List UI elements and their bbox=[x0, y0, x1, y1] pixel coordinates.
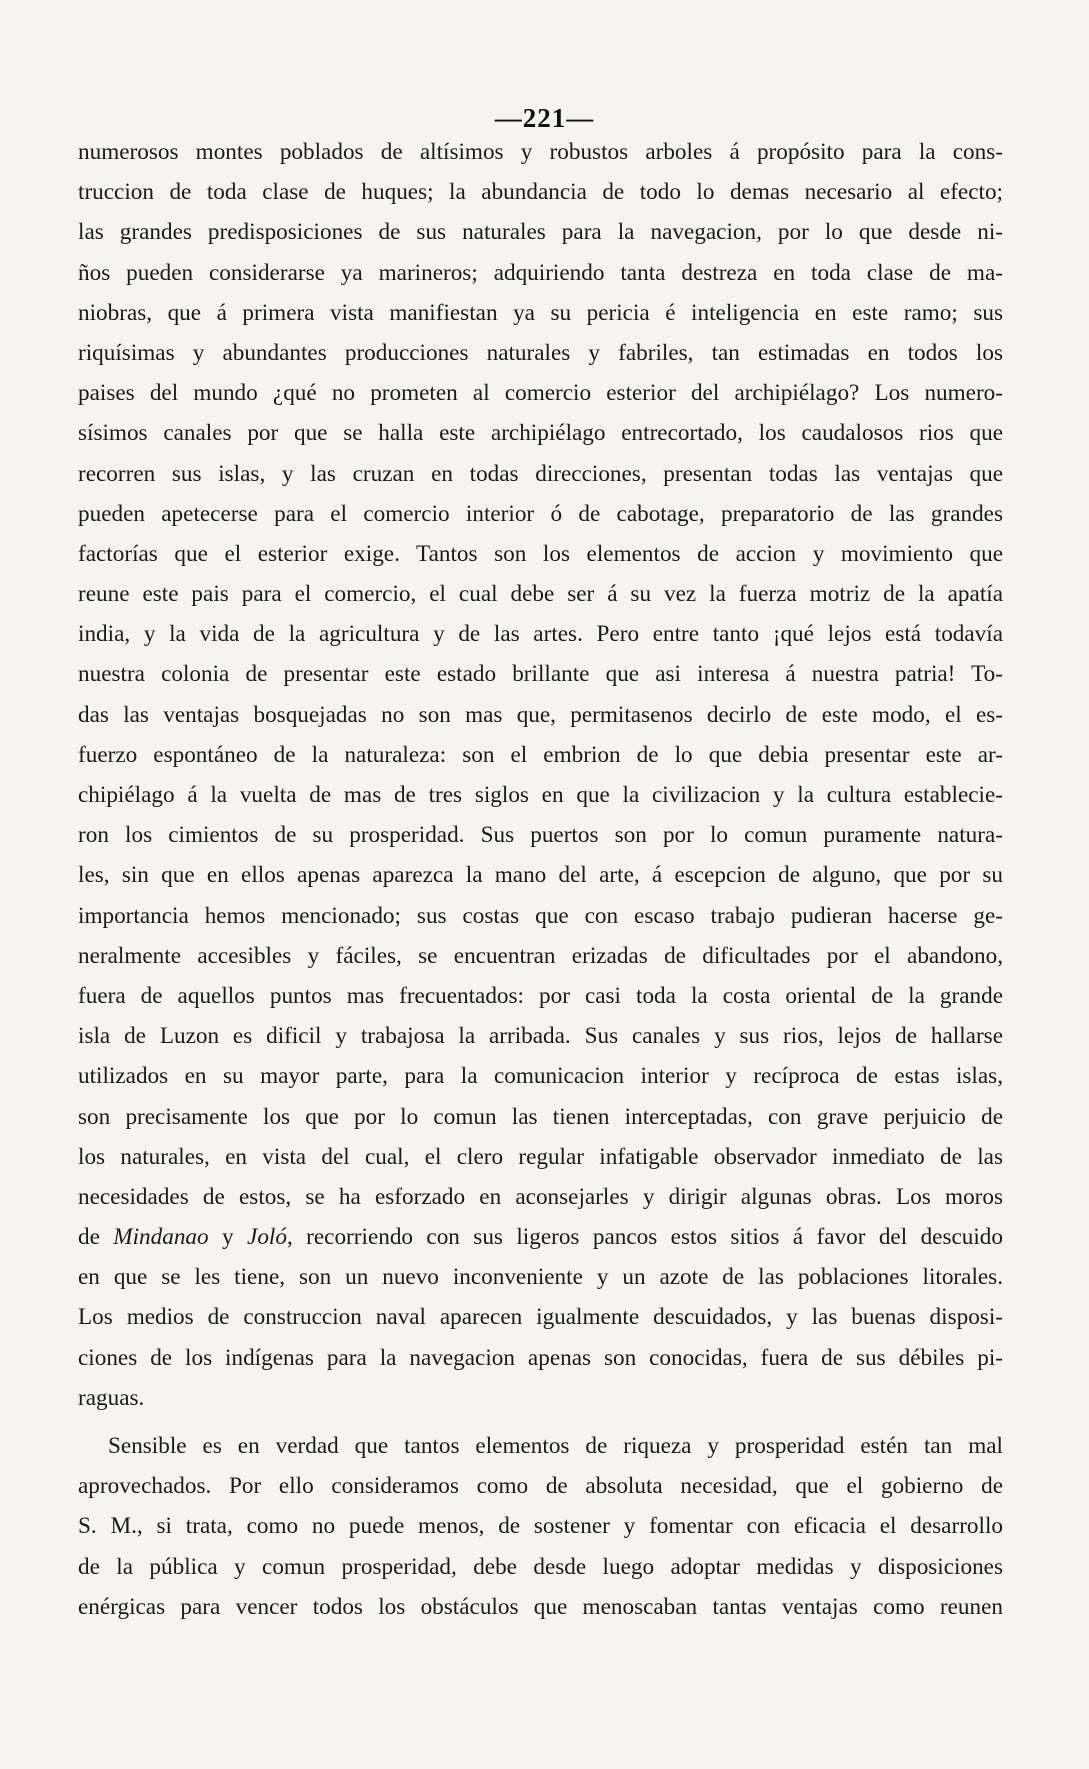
text-line: son precisamente los que por lo comun las tienen interceptadas, con grave perjuicio de bbox=[78, 1103, 1003, 1130]
page-body bbox=[78, 132, 1003, 1627]
text-line: las grandes predisposiciones de sus naturales para la navegacion, por lo que desde ni- bbox=[78, 219, 1003, 246]
text-line-with-place-names bbox=[78, 1217, 1003, 1257]
text-line: utilizados en su mayor parte, para la comunicacion interior y recíproca de estas islas, bbox=[78, 1063, 1003, 1090]
text-line: sísimos canales por que se halla este archipiélago entrecortado, los caudalosos rios que bbox=[78, 420, 1003, 447]
text-line: S. M., si trata, como no puede menos, de sostener y fomentar con eficacia el desarrollo bbox=[78, 1513, 1003, 1540]
text-line: paises del mundo ¿qué no prometen al comercio esterior del archipiélago? Los numero- bbox=[78, 380, 1003, 407]
text-line: fuerzo espontáneo de la naturaleza: son el embrion de lo que debia presentar este ar- bbox=[78, 741, 1003, 768]
line-conjunction: y bbox=[208, 1224, 248, 1251]
text-line: enérgicas para vencer todos los obstáculos que menoscaban tantas ventajas como reunen bbox=[78, 1593, 1003, 1620]
text-line: ciones de los indígenas para la navegacion apenas son conocidas, fuera de sus débiles pi- bbox=[78, 1344, 1003, 1371]
text-line: neralmente accesibles y fáciles, se encuentran erizadas de dificultades por el abandono, bbox=[78, 942, 1003, 969]
text-line: das las ventajas bosquejadas no son mas que, permitasenos decirlo de este modo, el es- bbox=[78, 701, 1003, 728]
text-line: importancia hemos mencionado; sus costas que con escaso trabajo pudieran hacerse ge- bbox=[78, 902, 1003, 929]
text-line: recorren sus islas, y las cruzan en todas direcciones, presentan todas las ventajas que bbox=[78, 460, 1003, 487]
text-line: los naturales, en vista del cual, el clero regular infatigable observador inmediato de las bbox=[78, 1143, 1003, 1170]
paragraph-1 bbox=[78, 132, 1003, 1418]
text-line: chipiélago á la vuelta de mas de tres siglos en que la civilizacion y la cultura establecie- bbox=[78, 782, 1003, 808]
page-number: —221— bbox=[494, 103, 595, 133]
line-prefix: de bbox=[78, 1224, 114, 1251]
text-line: aprovechados. Por ello consideramos como de absoluta necesidad, que el gobierno de bbox=[78, 1473, 1003, 1500]
text-line: riquísimas y abundantes producciones naturales y fabriles, tan estimadas en todos los bbox=[78, 339, 1003, 366]
text-line: truccion de toda clase de huques; la abundancia de todo lo demas necesario al efecto; bbox=[78, 179, 1003, 206]
text-line: Los medios de construccion naval aparecen igualmente descuidados, y las buenas disposi- bbox=[78, 1304, 1003, 1331]
text-line: numerosos montes poblados de altísimos y robustos arboles á propósito para la cons- bbox=[78, 139, 1003, 165]
text-line: de la pública y comun prosperidad, debe desde luego adoptar medidas y disposiciones bbox=[78, 1553, 1003, 1580]
text-line: india, y la vida de la agricultura y de las artes. Pero entre tanto ¡qué lejos está todavía bbox=[78, 621, 1003, 648]
text-line: nuestra colonia de presentar este estado brillante que asi interesa á nuestra patria! To- bbox=[78, 661, 1003, 688]
text-line: raguas. bbox=[78, 1384, 145, 1411]
line-suffix: , recorriendo con sus ligeros pancos estos sitios á favor del descuido bbox=[286, 1224, 1003, 1251]
text-line: ron los cimientos de su prosperidad. Sus puertos son por lo comun puramente natura- bbox=[78, 822, 1003, 849]
text-line: necesidades de estos, se ha esforzado en aconsejarles y dirigir algunas obras. Los moros bbox=[78, 1183, 1003, 1210]
paragraph-2 bbox=[78, 1426, 1003, 1627]
place-name-jolo: Joló bbox=[247, 1224, 287, 1251]
place-name-mindanao: Mindanao bbox=[113, 1224, 209, 1251]
text-line: fuera de aquellos puntos mas frecuentados: por casi toda la costa oriental de la grande bbox=[78, 982, 1003, 1009]
text-line: reune este pais para el comercio, el cual debe ser á su vez la fuerza motriz de la apatía bbox=[78, 581, 1003, 608]
text-line: ños pueden considerarse ya marineros; adquiriendo tanta destreza en toda clase de ma- bbox=[78, 259, 1003, 286]
text-line: les, sin que en ellos apenas aparezca la mano del arte, á escepcion de alguno, que por su bbox=[78, 862, 1003, 889]
text-line: factorías que el esterior exige. Tantos son los elementos de accion y movimiento que bbox=[78, 540, 1003, 567]
text-line: en que se les tiene, son un nuevo inconveniente y un azote de las poblaciones litorales. bbox=[78, 1264, 1003, 1291]
text-line: Sensible es en verdad que tantos elementos de riqueza y prosperidad estén tan mal bbox=[108, 1433, 1003, 1459]
text-line: isla de Luzon es dificil y trabajosa la arribada. Sus canales y sus rios, lejos de hallarse bbox=[78, 1023, 1003, 1050]
text-line: pueden apetecerse para el comercio interior ó de cabotage, preparatorio de las grandes bbox=[78, 500, 1003, 527]
text-line: niobras, que á primera vista manifiestan ya su pericia é inteligencia en este ramo; sus bbox=[78, 299, 1003, 326]
